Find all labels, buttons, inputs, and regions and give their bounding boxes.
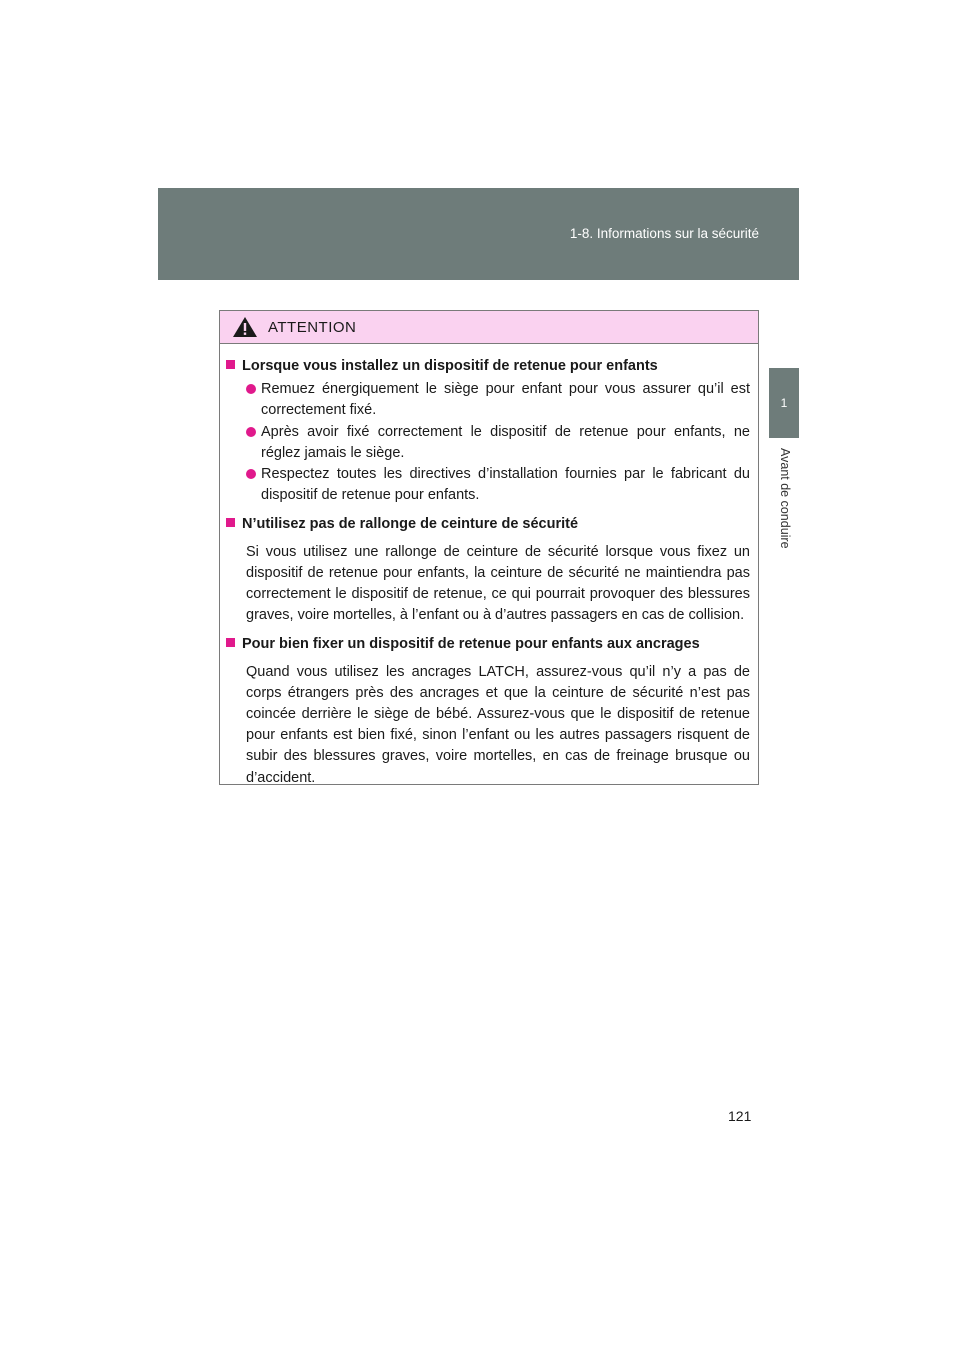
section-title: 1-8. Informations sur la sécurité <box>569 226 759 241</box>
round-bullet-icon <box>246 469 256 479</box>
section-heading: N’utilisez pas de rallonge de ceinture de sécurité <box>226 514 750 535</box>
square-bullet-icon <box>226 518 235 527</box>
chapter-number: 1 <box>780 396 788 410</box>
page-number: 121 <box>728 1108 752 1124</box>
warning-header <box>220 311 758 344</box>
bullet-item: Après avoir fixé correctement le dispositif de retenue pour enfants, ne réglez jamais le siège. <box>226 422 750 464</box>
bullet-item: Remuez énergiquement le siège pour enfant pour vous assurer qu’il est correctement fixé. <box>226 379 750 421</box>
section-heading: Pour bien fixer un dispositif de retenue pour enfants aux ancrages <box>226 634 750 655</box>
warning-triangle-icon <box>232 316 258 338</box>
round-bullet-icon <box>246 427 256 437</box>
section-heading: Lorsque vous installez un dispositif de retenue pour enfants <box>226 356 750 377</box>
chapter-label: Avant de conduire <box>778 448 792 549</box>
warning-title: ATTENTION <box>268 318 357 336</box>
bullet-item: Respectez toutes les directives d’installation fournies par le fabricant du dispositif de retenue pour enfants. <box>226 464 750 506</box>
warning-box <box>219 310 759 785</box>
round-bullet-icon <box>246 384 256 394</box>
chapter-tab <box>769 368 799 438</box>
square-bullet-icon <box>226 360 235 369</box>
section-paragraph: Si vous utilisez une rallonge de ceinture de sécurité lorsque vous fixez un dispositif de retenue pour enfants, la ceinture de sécurité ne maintiendra pas correctement le dispositif de retenue, ce qui pourrait provoquer des blessures graves, voire mortelles, à l’enfant ou à d’autres passagers en cas de collision. <box>246 543 750 624</box>
section-paragraph: Quand vous utilisez les ancrages LATCH, assurez-vous qu’il n’y a pas de corps étrangers près des ancrages et que la ceinture de sécurité n’est pas coincée derrière le siège de bébé. Assurez-vous que le dispositif de retenue pour enfants est bien fixé, sinon l’enfant ou les autres passagers risquent de subir des blessures graves, voire mortelles, en cas de freinage brusque ou d’accident. <box>246 663 750 786</box>
square-bullet-icon <box>226 638 235 647</box>
warning-body <box>220 344 758 789</box>
chapter-header-band <box>158 188 799 280</box>
